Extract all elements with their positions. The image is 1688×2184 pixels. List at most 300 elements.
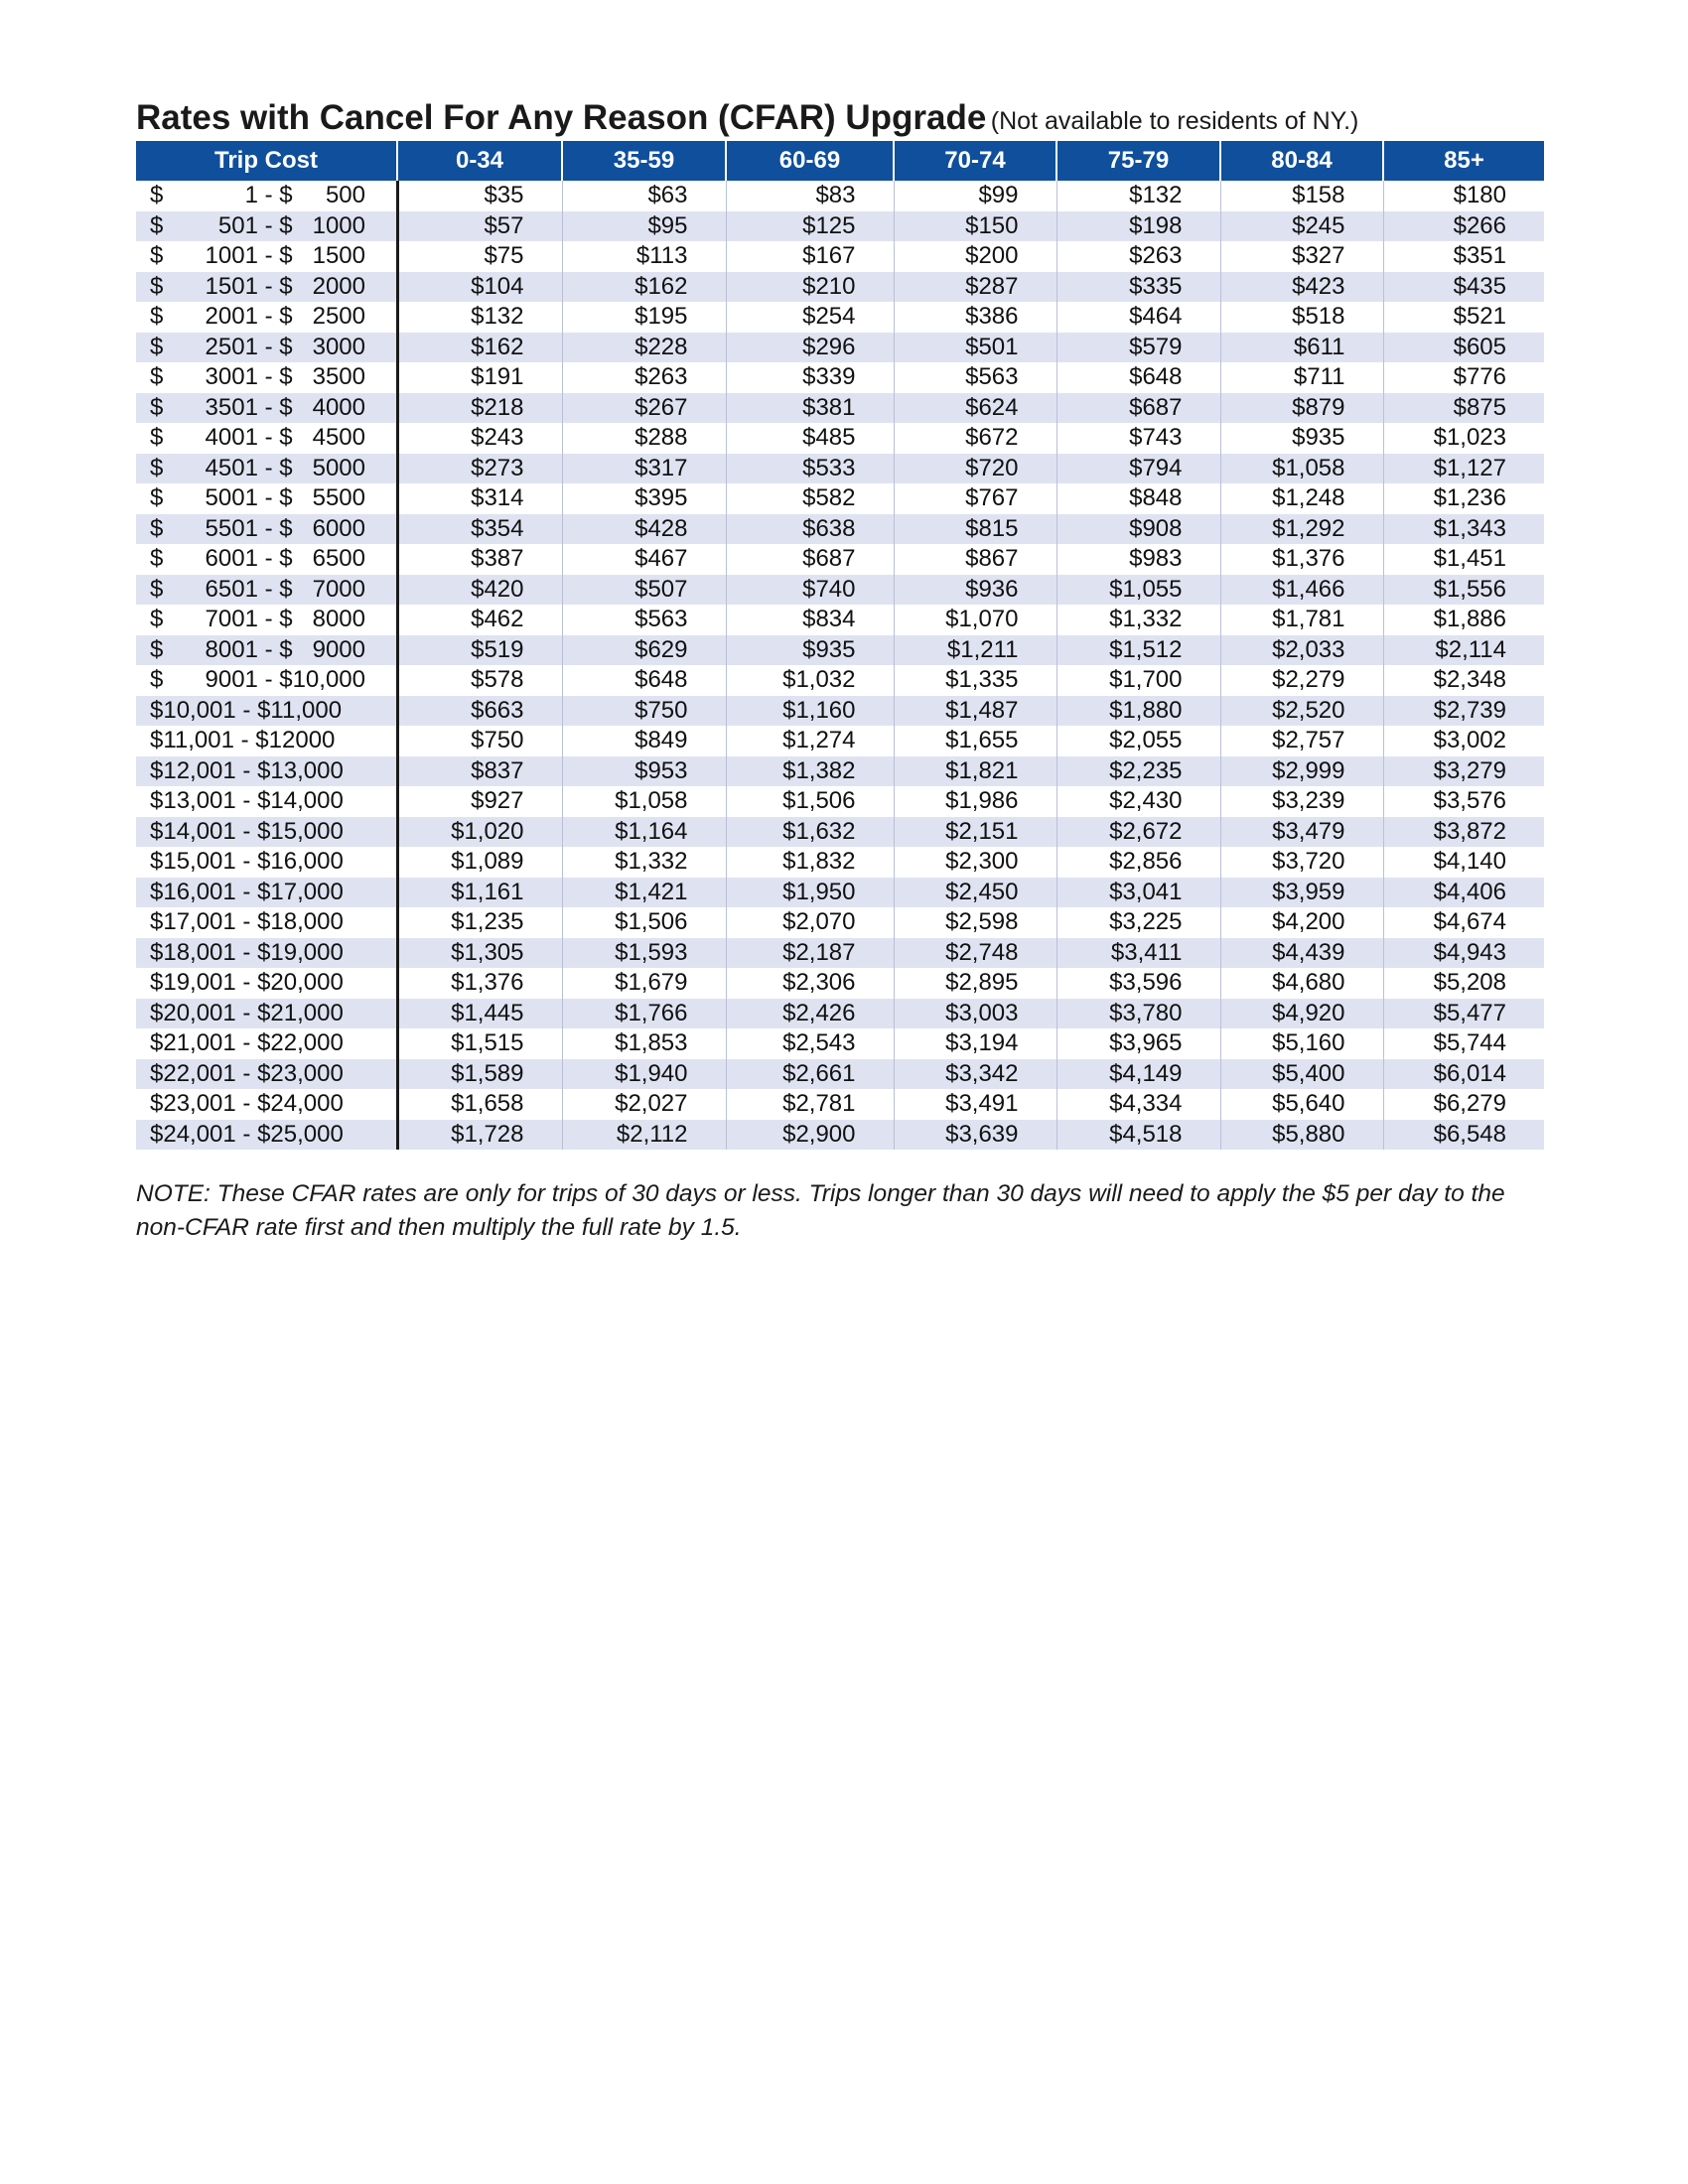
rate-cell: $1,248 bbox=[1220, 483, 1383, 514]
rate-cell: $125 bbox=[726, 211, 894, 242]
trip-cost-cell bbox=[136, 393, 397, 424]
title-main: Rates with Cancel For Any Reason (CFAR) Upgrade bbox=[136, 98, 987, 137]
rate-cell: $578 bbox=[397, 665, 562, 696]
dollar-sign: $ bbox=[150, 363, 164, 391]
trip-cost-cell bbox=[136, 514, 397, 545]
rate-cell: $2,235 bbox=[1056, 756, 1220, 787]
rate-cell: $1,593 bbox=[562, 938, 726, 969]
rate-cell: $1,589 bbox=[397, 1059, 562, 1090]
rate-cell: $815 bbox=[894, 514, 1056, 545]
rates-table bbox=[136, 141, 1544, 1150]
rate-cell: $501 bbox=[894, 333, 1056, 363]
rate-cell: $1,376 bbox=[1220, 544, 1383, 575]
rate-cell: $423 bbox=[1220, 272, 1383, 303]
trip-cost-cell bbox=[136, 1089, 397, 1120]
trip-cost-range: $22,001 - $23,000 bbox=[150, 1059, 344, 1087]
trip-cost-range: 5001 - $ 5500 bbox=[205, 484, 365, 512]
rate-cell: $1,506 bbox=[726, 786, 894, 817]
dollar-sign: $ bbox=[150, 606, 164, 633]
rate-cell: $1,781 bbox=[1220, 605, 1383, 635]
rate-cell: $2,520 bbox=[1220, 696, 1383, 727]
rate-cell: $4,518 bbox=[1056, 1120, 1220, 1151]
rate-cell: $3,720 bbox=[1220, 847, 1383, 878]
rate-cell: $2,112 bbox=[562, 1120, 726, 1151]
rate-cell: $849 bbox=[562, 726, 726, 756]
rate-cell: $720 bbox=[894, 454, 1056, 484]
rate-cell: $273 bbox=[397, 454, 562, 484]
trip-cost-cell bbox=[136, 635, 397, 666]
trip-cost-cell bbox=[136, 454, 397, 484]
rate-cell: $1,880 bbox=[1056, 696, 1220, 727]
rate-cell: $3,342 bbox=[894, 1059, 1056, 1090]
dollar-sign: $ bbox=[150, 514, 164, 542]
rate-cell: $3,479 bbox=[1220, 817, 1383, 848]
rate-cell: $1,058 bbox=[1220, 454, 1383, 484]
rate-cell: $2,895 bbox=[894, 968, 1056, 999]
rate-cell: $837 bbox=[397, 756, 562, 787]
rate-cell: $1,515 bbox=[397, 1028, 562, 1059]
rate-cell: $3,225 bbox=[1056, 907, 1220, 938]
table-row bbox=[136, 514, 1544, 545]
trip-cost-cell bbox=[136, 938, 397, 969]
rate-cell: $1,986 bbox=[894, 786, 1056, 817]
table-row bbox=[136, 938, 1544, 969]
trip-cost-range: 3501 - $ 4000 bbox=[205, 393, 365, 421]
rate-cell: $485 bbox=[726, 423, 894, 454]
rate-cell: $263 bbox=[562, 362, 726, 393]
dollar-sign: $ bbox=[150, 333, 164, 360]
dollar-sign: $ bbox=[150, 635, 164, 663]
rate-cell: $4,140 bbox=[1383, 847, 1544, 878]
rate-cell: $1,487 bbox=[894, 696, 1056, 727]
rate-cell: $605 bbox=[1383, 333, 1544, 363]
rate-cell: $2,781 bbox=[726, 1089, 894, 1120]
rate-cell: $3,002 bbox=[1383, 726, 1544, 756]
rate-cell: $200 bbox=[894, 241, 1056, 272]
rate-cell: $1,382 bbox=[726, 756, 894, 787]
dollar-sign: $ bbox=[150, 393, 164, 421]
rate-cell: $3,965 bbox=[1056, 1028, 1220, 1059]
rate-cell: $2,187 bbox=[726, 938, 894, 969]
rate-cell: $936 bbox=[894, 575, 1056, 606]
rate-cell: $5,400 bbox=[1220, 1059, 1383, 1090]
trip-cost-range: $12,001 - $13,000 bbox=[150, 756, 344, 784]
column-header-age-35-59: 35-59 bbox=[562, 141, 726, 181]
rate-sheet bbox=[136, 95, 1544, 1245]
rate-cell: $2,426 bbox=[726, 999, 894, 1029]
rate-cell: $228 bbox=[562, 333, 726, 363]
trip-cost-range: 6001 - $ 6500 bbox=[205, 545, 365, 573]
rate-cell: $63 bbox=[562, 181, 726, 211]
rate-cell: $1,506 bbox=[562, 907, 726, 938]
rate-cell: $314 bbox=[397, 483, 562, 514]
rate-cell: $263 bbox=[1056, 241, 1220, 272]
table-row bbox=[136, 907, 1544, 938]
table-row bbox=[136, 635, 1544, 666]
trip-cost-range: 6501 - $ 7000 bbox=[205, 575, 365, 603]
trip-cost-range: $10,001 - $11,000 bbox=[150, 696, 343, 724]
trip-cost-cell bbox=[136, 696, 397, 727]
rate-cell: $521 bbox=[1383, 302, 1544, 333]
rate-cell: $2,151 bbox=[894, 817, 1056, 848]
rate-cell: $245 bbox=[1220, 211, 1383, 242]
trip-cost-cell bbox=[136, 272, 397, 303]
table-row bbox=[136, 1120, 1544, 1151]
rate-cell: $672 bbox=[894, 423, 1056, 454]
trip-cost-range: 2001 - $ 2500 bbox=[205, 303, 365, 331]
rate-cell: $1,274 bbox=[726, 726, 894, 756]
rate-cell: $2,348 bbox=[1383, 665, 1544, 696]
table-row bbox=[136, 726, 1544, 756]
rate-cell: $875 bbox=[1383, 393, 1544, 424]
table-row bbox=[136, 847, 1544, 878]
rate-cell: $507 bbox=[562, 575, 726, 606]
rate-cell: $1,376 bbox=[397, 968, 562, 999]
rate-cell: $935 bbox=[1220, 423, 1383, 454]
table-row bbox=[136, 272, 1544, 303]
rate-cell: $2,033 bbox=[1220, 635, 1383, 666]
dollar-sign: $ bbox=[150, 424, 164, 452]
rate-cell: $5,208 bbox=[1383, 968, 1544, 999]
rate-cell: $1,023 bbox=[1383, 423, 1544, 454]
trip-cost-cell bbox=[136, 362, 397, 393]
rate-cell: $35 bbox=[397, 181, 562, 211]
table-row bbox=[136, 817, 1544, 848]
rate-cell: $57 bbox=[397, 211, 562, 242]
rate-cell: $296 bbox=[726, 333, 894, 363]
rate-cell: $1,160 bbox=[726, 696, 894, 727]
rate-cell: $1,451 bbox=[1383, 544, 1544, 575]
rate-cell: $1,032 bbox=[726, 665, 894, 696]
rate-cell: $611 bbox=[1220, 333, 1383, 363]
table-row bbox=[136, 575, 1544, 606]
trip-cost-range: 8001 - $ 9000 bbox=[205, 635, 365, 663]
rate-cell: $1,466 bbox=[1220, 575, 1383, 606]
dollar-sign: $ bbox=[150, 272, 164, 300]
trip-cost-cell bbox=[136, 544, 397, 575]
rate-cell: $1,055 bbox=[1056, 575, 1220, 606]
rate-cell: $1,332 bbox=[1056, 605, 1220, 635]
rate-cell: $1,211 bbox=[894, 635, 1056, 666]
rate-cell: $1,512 bbox=[1056, 635, 1220, 666]
dollar-sign: $ bbox=[150, 575, 164, 603]
rate-cell: $776 bbox=[1383, 362, 1544, 393]
table-row bbox=[136, 1089, 1544, 1120]
trip-cost-range: 1 - $ 500 bbox=[244, 182, 365, 209]
rate-cell: $2,279 bbox=[1220, 665, 1383, 696]
dollar-sign: $ bbox=[150, 666, 164, 694]
rate-cell: $4,674 bbox=[1383, 907, 1544, 938]
rate-cell: $3,194 bbox=[894, 1028, 1056, 1059]
rate-cell: $3,003 bbox=[894, 999, 1056, 1029]
dollar-sign: $ bbox=[150, 182, 164, 209]
trip-cost-cell bbox=[136, 786, 397, 817]
rate-cell: $1,632 bbox=[726, 817, 894, 848]
rate-cell: $1,070 bbox=[894, 605, 1056, 635]
rate-cell: $519 bbox=[397, 635, 562, 666]
rate-cell: $794 bbox=[1056, 454, 1220, 484]
rate-cell: $387 bbox=[397, 544, 562, 575]
rate-cell: $2,055 bbox=[1056, 726, 1220, 756]
table-row bbox=[136, 605, 1544, 635]
column-header-age-60-69: 60-69 bbox=[726, 141, 894, 181]
trip-cost-range: $14,001 - $15,000 bbox=[150, 817, 344, 845]
table-row bbox=[136, 1059, 1544, 1090]
rate-cell: $5,477 bbox=[1383, 999, 1544, 1029]
rate-cell: $3,639 bbox=[894, 1120, 1056, 1151]
column-header-age-85plus: 85+ bbox=[1383, 141, 1544, 181]
trip-cost-range: $21,001 - $22,000 bbox=[150, 1029, 344, 1057]
rate-cell: $467 bbox=[562, 544, 726, 575]
trip-cost-cell bbox=[136, 575, 397, 606]
trip-cost-range: 501 - $ 1000 bbox=[217, 211, 365, 239]
table-row bbox=[136, 181, 1544, 211]
rate-cell: $624 bbox=[894, 393, 1056, 424]
rate-cell: $927 bbox=[397, 786, 562, 817]
rate-cell: $4,200 bbox=[1220, 907, 1383, 938]
table-row bbox=[136, 423, 1544, 454]
rate-cell: $1,886 bbox=[1383, 605, 1544, 635]
rate-cell: $2,543 bbox=[726, 1028, 894, 1059]
rate-cell: $6,014 bbox=[1383, 1059, 1544, 1090]
dollar-sign: $ bbox=[150, 303, 164, 331]
rate-cell: $1,236 bbox=[1383, 483, 1544, 514]
rate-cell: $1,832 bbox=[726, 847, 894, 878]
trip-cost-cell bbox=[136, 907, 397, 938]
rate-cell: $3,576 bbox=[1383, 786, 1544, 817]
rate-cell: $158 bbox=[1220, 181, 1383, 211]
rate-cell: $113 bbox=[562, 241, 726, 272]
rate-cell: $464 bbox=[1056, 302, 1220, 333]
rate-cell: $162 bbox=[562, 272, 726, 303]
rate-cell: $266 bbox=[1383, 211, 1544, 242]
trip-cost-range: 7001 - $ 8000 bbox=[205, 606, 365, 633]
rate-cell: $1,421 bbox=[562, 878, 726, 908]
trip-cost-range: $13,001 - $14,000 bbox=[150, 787, 344, 815]
rate-cell: $687 bbox=[726, 544, 894, 575]
rate-cell: $4,943 bbox=[1383, 938, 1544, 969]
rate-cell: $1,853 bbox=[562, 1028, 726, 1059]
rate-cell: $354 bbox=[397, 514, 562, 545]
rate-cell: $1,728 bbox=[397, 1120, 562, 1151]
trip-cost-cell bbox=[136, 817, 397, 848]
rate-cell: $1,161 bbox=[397, 878, 562, 908]
trip-cost-cell bbox=[136, 878, 397, 908]
rate-cell: $4,149 bbox=[1056, 1059, 1220, 1090]
rate-cell: $2,306 bbox=[726, 968, 894, 999]
rate-cell: $1,332 bbox=[562, 847, 726, 878]
rate-cell: $2,900 bbox=[726, 1120, 894, 1151]
rate-cell: $1,020 bbox=[397, 817, 562, 848]
rate-cell: $327 bbox=[1220, 241, 1383, 272]
rate-cell: $2,114 bbox=[1383, 635, 1544, 666]
rate-cell: $5,744 bbox=[1383, 1028, 1544, 1059]
trip-cost-cell bbox=[136, 756, 397, 787]
rate-cell: $3,780 bbox=[1056, 999, 1220, 1029]
rate-cell: $95 bbox=[562, 211, 726, 242]
rate-cell: $339 bbox=[726, 362, 894, 393]
rate-cell: $2,856 bbox=[1056, 847, 1220, 878]
rate-cell: $908 bbox=[1056, 514, 1220, 545]
trip-cost-range: $19,001 - $20,000 bbox=[150, 969, 344, 997]
rate-cell: $3,491 bbox=[894, 1089, 1056, 1120]
table-body bbox=[136, 181, 1544, 1150]
rate-cell: $104 bbox=[397, 272, 562, 303]
rate-cell: $75 bbox=[397, 241, 562, 272]
trip-cost-range: $20,001 - $21,000 bbox=[150, 999, 344, 1026]
rate-cell: $198 bbox=[1056, 211, 1220, 242]
table-row bbox=[136, 878, 1544, 908]
table-row bbox=[136, 362, 1544, 393]
trip-cost-cell bbox=[136, 1028, 397, 1059]
rate-cell: $2,027 bbox=[562, 1089, 726, 1120]
rate-cell: $1,821 bbox=[894, 756, 1056, 787]
rate-cell: $428 bbox=[562, 514, 726, 545]
table-row bbox=[136, 211, 1544, 242]
trip-cost-cell bbox=[136, 665, 397, 696]
trip-cost-range: 4501 - $ 5000 bbox=[205, 454, 365, 481]
rate-cell: $1,950 bbox=[726, 878, 894, 908]
rate-cell: $2,430 bbox=[1056, 786, 1220, 817]
rate-cell: $1,940 bbox=[562, 1059, 726, 1090]
rate-cell: $6,279 bbox=[1383, 1089, 1544, 1120]
trip-cost-range: $17,001 - $18,000 bbox=[150, 908, 344, 936]
column-header-trip-cost: Trip Cost bbox=[136, 141, 397, 181]
rate-cell: $288 bbox=[562, 423, 726, 454]
table-row bbox=[136, 786, 1544, 817]
rate-cell: $1,766 bbox=[562, 999, 726, 1029]
trip-cost-range: 4001 - $ 4500 bbox=[205, 424, 365, 452]
table-row bbox=[136, 696, 1544, 727]
trip-cost-cell bbox=[136, 1059, 397, 1090]
rate-cell: $750 bbox=[562, 696, 726, 727]
trip-cost-cell bbox=[136, 605, 397, 635]
rate-cell: $2,999 bbox=[1220, 756, 1383, 787]
trip-cost-cell bbox=[136, 241, 397, 272]
dollar-sign: $ bbox=[150, 545, 164, 573]
rate-cell: $2,598 bbox=[894, 907, 1056, 938]
trip-cost-cell bbox=[136, 1120, 397, 1151]
rate-cell: $4,680 bbox=[1220, 968, 1383, 999]
rate-cell: $711 bbox=[1220, 362, 1383, 393]
rate-cell: $132 bbox=[1056, 181, 1220, 211]
rate-cell: $243 bbox=[397, 423, 562, 454]
rate-cell: $1,343 bbox=[1383, 514, 1544, 545]
trip-cost-range: $24,001 - $25,000 bbox=[150, 1120, 344, 1148]
rate-cell: $2,661 bbox=[726, 1059, 894, 1090]
rate-cell: $638 bbox=[726, 514, 894, 545]
table-row bbox=[136, 393, 1544, 424]
table-row bbox=[136, 454, 1544, 484]
table-row bbox=[136, 1028, 1544, 1059]
rate-cell: $867 bbox=[894, 544, 1056, 575]
rate-cell: $3,279 bbox=[1383, 756, 1544, 787]
rate-cell: $3,411 bbox=[1056, 938, 1220, 969]
rate-cell: $879 bbox=[1220, 393, 1383, 424]
trip-cost-cell bbox=[136, 423, 397, 454]
rate-cell: $191 bbox=[397, 362, 562, 393]
rate-cell: $218 bbox=[397, 393, 562, 424]
rate-cell: $3,596 bbox=[1056, 968, 1220, 999]
rate-cell: $2,739 bbox=[1383, 696, 1544, 727]
rate-cell: $435 bbox=[1383, 272, 1544, 303]
rate-cell: $687 bbox=[1056, 393, 1220, 424]
table-row bbox=[136, 756, 1544, 787]
rate-cell: $579 bbox=[1056, 333, 1220, 363]
rate-cell: $287 bbox=[894, 272, 1056, 303]
trip-cost-range: 1001 - $ 1500 bbox=[205, 242, 365, 270]
rate-cell: $935 bbox=[726, 635, 894, 666]
rate-cell: $3,041 bbox=[1056, 878, 1220, 908]
rate-cell: $4,406 bbox=[1383, 878, 1544, 908]
dollar-sign: $ bbox=[150, 242, 164, 270]
rate-cell: $167 bbox=[726, 241, 894, 272]
column-header-age-80-84: 80-84 bbox=[1220, 141, 1383, 181]
dollar-sign: $ bbox=[150, 211, 164, 239]
footnote: NOTE: These CFAR rates are only for trips of 30 days or less. Trips longer than 30 days will need to apply the $5 per day to the non-CFAR rate first and then multiply the full rate by 1.5. bbox=[136, 1180, 1505, 1241]
rate-cell: $335 bbox=[1056, 272, 1220, 303]
rate-cell: $195 bbox=[562, 302, 726, 333]
trip-cost-cell bbox=[136, 483, 397, 514]
trip-cost-range: $18,001 - $19,000 bbox=[150, 938, 344, 966]
rate-cell: $648 bbox=[1056, 362, 1220, 393]
trip-cost-cell bbox=[136, 211, 397, 242]
column-header-age-0-34: 0-34 bbox=[397, 141, 562, 181]
rate-cell: $983 bbox=[1056, 544, 1220, 575]
table-header-row bbox=[136, 141, 1544, 181]
trip-cost-range: 3001 - $ 3500 bbox=[205, 363, 365, 391]
table-row bbox=[136, 968, 1544, 999]
column-header-age-75-79: 75-79 bbox=[1056, 141, 1220, 181]
rate-cell: $648 bbox=[562, 665, 726, 696]
rate-cell: $1,127 bbox=[1383, 454, 1544, 484]
table-row bbox=[136, 999, 1544, 1029]
rate-cell: $462 bbox=[397, 605, 562, 635]
rate-cell: $2,450 bbox=[894, 878, 1056, 908]
rate-cell: $953 bbox=[562, 756, 726, 787]
page-title bbox=[136, 95, 1544, 141]
rate-cell: $1,089 bbox=[397, 847, 562, 878]
rate-cell: $1,658 bbox=[397, 1089, 562, 1120]
rate-cell: $848 bbox=[1056, 483, 1220, 514]
rate-cell: $743 bbox=[1056, 423, 1220, 454]
table-row bbox=[136, 665, 1544, 696]
rate-cell: $2,300 bbox=[894, 847, 1056, 878]
trip-cost-range: $23,001 - $24,000 bbox=[150, 1090, 344, 1118]
rate-cell: $5,160 bbox=[1220, 1028, 1383, 1059]
rate-cell: $834 bbox=[726, 605, 894, 635]
rate-cell: $629 bbox=[562, 635, 726, 666]
rate-cell: $533 bbox=[726, 454, 894, 484]
rate-cell: $1,335 bbox=[894, 665, 1056, 696]
rate-cell: $5,880 bbox=[1220, 1120, 1383, 1151]
rate-cell: $3,959 bbox=[1220, 878, 1383, 908]
trip-cost-range: 2501 - $ 3000 bbox=[205, 333, 365, 360]
trip-cost-range: 9001 - $10,000 bbox=[205, 666, 365, 694]
rate-cell: $582 bbox=[726, 483, 894, 514]
trip-cost-cell bbox=[136, 181, 397, 211]
trip-cost-range: 1501 - $ 2000 bbox=[205, 272, 365, 300]
trip-cost-range: 5501 - $ 6000 bbox=[205, 514, 365, 542]
rate-cell: $767 bbox=[894, 483, 1056, 514]
rate-cell: $1,164 bbox=[562, 817, 726, 848]
rate-cell: $750 bbox=[397, 726, 562, 756]
rate-cell: $1,700 bbox=[1056, 665, 1220, 696]
rate-cell: $1,235 bbox=[397, 907, 562, 938]
rate-cell: $83 bbox=[726, 181, 894, 211]
rate-cell: $150 bbox=[894, 211, 1056, 242]
rate-cell: $740 bbox=[726, 575, 894, 606]
